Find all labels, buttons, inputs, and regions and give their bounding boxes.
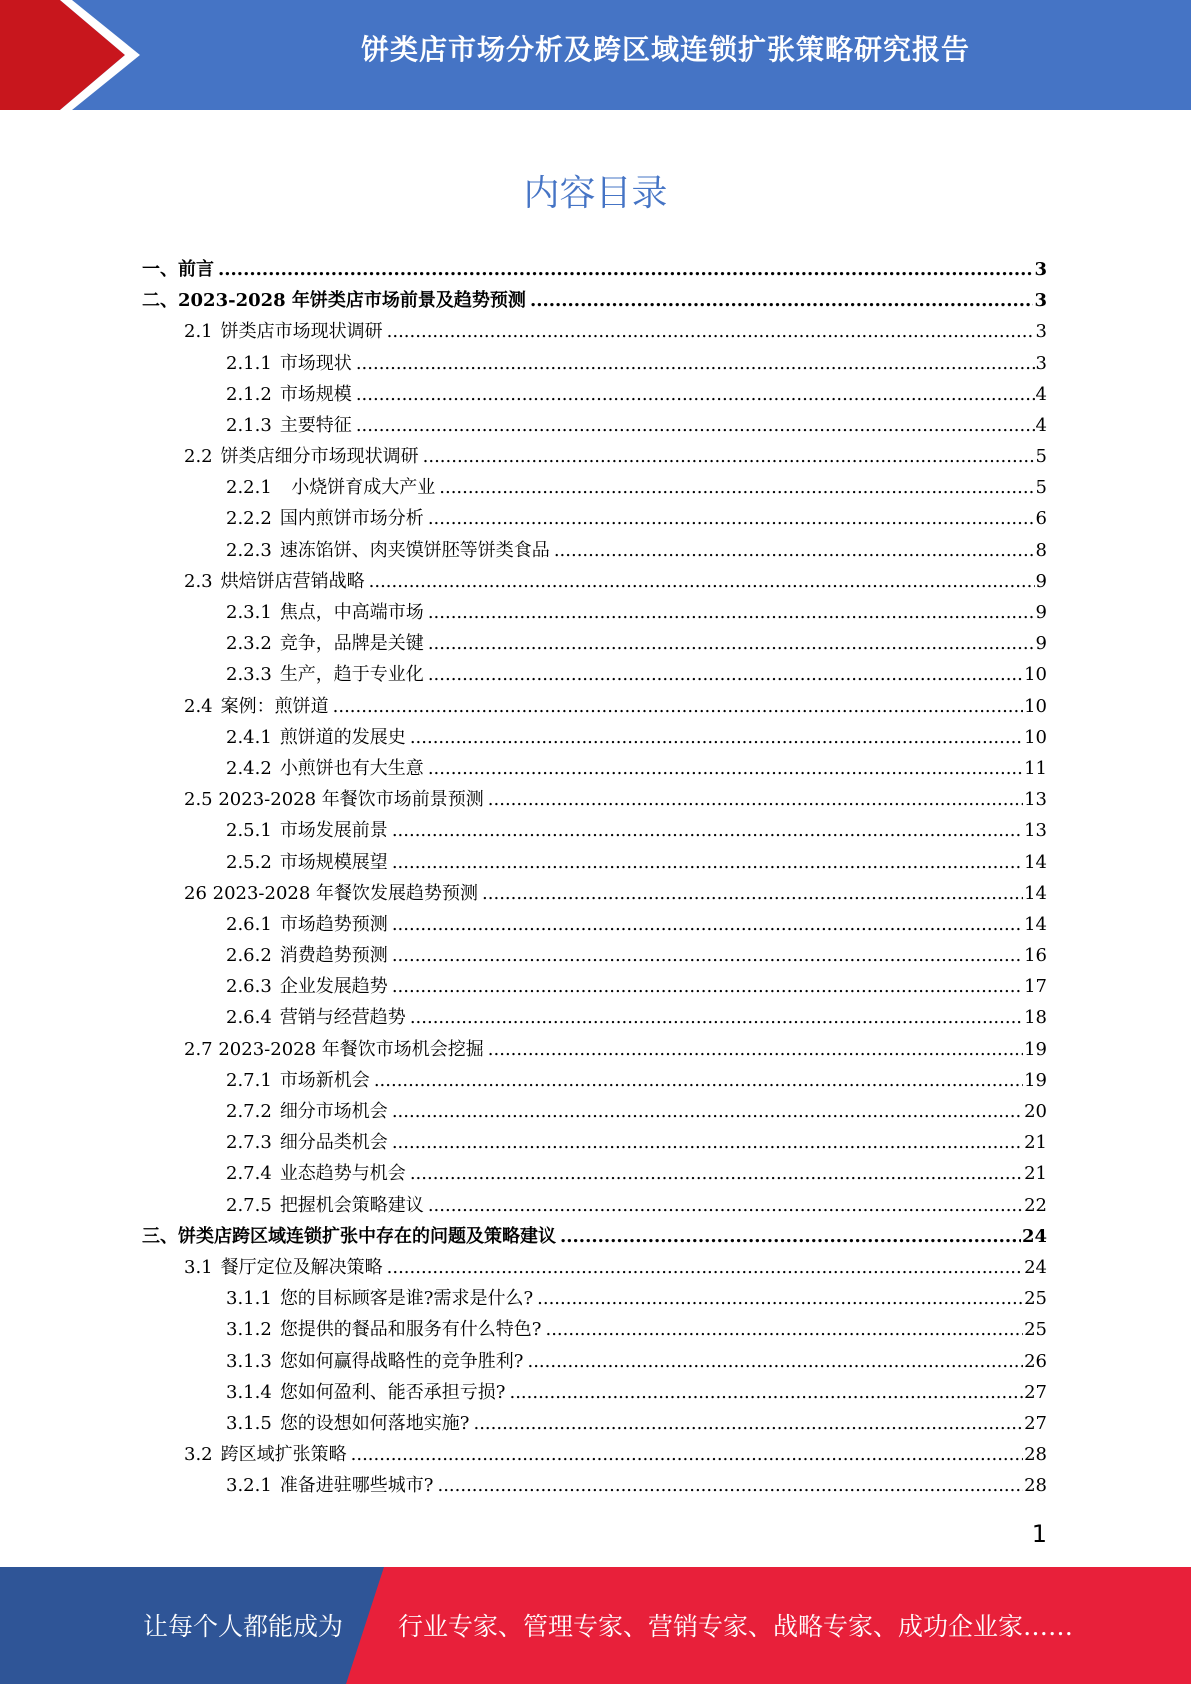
toc-entry-number: 2.2 bbox=[184, 446, 213, 468]
toc-dot-leader bbox=[437, 1470, 1023, 1501]
toc-entry-number: 2.3.2 bbox=[226, 633, 272, 655]
toc-entry[interactable] bbox=[142, 1377, 1047, 1408]
toc-entry-title: 业态趋势与机会 bbox=[279, 1163, 406, 1185]
toc-entry-number: 2.1 bbox=[184, 321, 213, 343]
toc-entry-page: 24 bbox=[1021, 1225, 1047, 1247]
toc-entry-title: 生产，趋于专业化 bbox=[279, 664, 424, 686]
toc-entry-page: 8 bbox=[1035, 539, 1047, 561]
toc-entry-page: 10 bbox=[1024, 726, 1047, 748]
toc-entry-title: 企业发展趋势 bbox=[279, 976, 388, 998]
toc-dot-leader bbox=[374, 1065, 1023, 1096]
toc-entry-title: 细分市场机会 bbox=[279, 1101, 388, 1123]
toc-entry-title: 准备进驻哪些城市? bbox=[279, 1475, 434, 1497]
toc-entry-number: 2.3.3 bbox=[226, 664, 272, 686]
toc-entry[interactable] bbox=[142, 566, 1047, 597]
toc-entry-number: 2.7.3 bbox=[226, 1132, 272, 1154]
toc-entry-page: 18 bbox=[1024, 1007, 1047, 1029]
toc-entry-number: 3.1.1 bbox=[226, 1288, 272, 1310]
header-banner bbox=[0, 0, 1191, 110]
toc-entry[interactable] bbox=[142, 254, 1047, 285]
toc-entry-title: 营销与经营趋势 bbox=[279, 1007, 406, 1029]
toc-entry-title: 把握机会策略建议 bbox=[279, 1194, 424, 1216]
toc-entry-title: 烘焙饼店营销战略 bbox=[220, 570, 365, 592]
toc-entry-number: 2.4 bbox=[184, 695, 213, 717]
toc-entry[interactable] bbox=[142, 535, 1047, 566]
toc-entry-page: 21 bbox=[1024, 1163, 1047, 1185]
toc-entry-page: 9 bbox=[1035, 570, 1047, 592]
toc-entry[interactable] bbox=[142, 753, 1047, 784]
toc-entry-number: 2.4.2 bbox=[226, 757, 272, 779]
toc-entry-title: 主要特征 bbox=[279, 414, 352, 436]
toc-dot-leader bbox=[473, 1408, 1023, 1439]
toc-entry-title: 市场新机会 bbox=[279, 1069, 370, 1091]
toc-entry-page: 26 bbox=[1024, 1350, 1047, 1372]
toc-dot-leader bbox=[356, 410, 1035, 441]
toc-entry[interactable] bbox=[142, 1252, 1047, 1283]
toc-entry-number: 2.7.1 bbox=[226, 1069, 272, 1091]
toc-entry[interactable] bbox=[142, 410, 1047, 441]
toc-entry-title: 您如何赢得战略性的竞争胜利? bbox=[279, 1350, 524, 1372]
toc-entry-title: 煎饼道的发展史 bbox=[279, 726, 406, 748]
toc-entry-page: 3 bbox=[1035, 352, 1047, 374]
toc-entry-title: 饼类店市场现状调研 bbox=[220, 321, 383, 343]
toc-entry-title: 市场现状 bbox=[279, 352, 352, 374]
toc-dot-leader bbox=[423, 441, 1035, 472]
toc-dot-leader bbox=[392, 971, 1023, 1002]
toc-entry-page: 16 bbox=[1024, 945, 1047, 967]
toc-entry[interactable] bbox=[142, 971, 1047, 1002]
toc-dot-leader bbox=[410, 1002, 1023, 1033]
toc-entry-page: 11 bbox=[1024, 757, 1047, 779]
toc-entry-page: 3 bbox=[1034, 290, 1047, 312]
toc-entry-page: 27 bbox=[1024, 1381, 1047, 1403]
toc-entry[interactable] bbox=[142, 878, 1047, 909]
toc-entry[interactable] bbox=[142, 1470, 1047, 1501]
toc-entry-title: 2.5 2023-2028 年餐饮市场前景预测 bbox=[184, 789, 484, 811]
toc-entry[interactable] bbox=[142, 1221, 1047, 1252]
toc-dot-leader bbox=[428, 1190, 1023, 1221]
toc-entry-page: 21 bbox=[1024, 1132, 1047, 1154]
toc-entry[interactable] bbox=[142, 597, 1047, 628]
toc-entry-number: 3.1.5 bbox=[226, 1412, 272, 1434]
toc-entry-page: 14 bbox=[1024, 882, 1047, 904]
toc-entry-page: 4 bbox=[1035, 414, 1047, 436]
toc-entry-page: 10 bbox=[1024, 664, 1047, 686]
toc-entry-page: 27 bbox=[1024, 1412, 1047, 1434]
toc-dot-leader bbox=[387, 316, 1035, 347]
toc-dot-leader bbox=[428, 753, 1023, 784]
toc-entry[interactable] bbox=[142, 1314, 1047, 1345]
toc-dot-leader bbox=[392, 940, 1023, 971]
toc-entry[interactable] bbox=[142, 1346, 1047, 1377]
toc-entry-number: 3.1.2 bbox=[226, 1319, 272, 1341]
toc-entry-number: 2.5.2 bbox=[226, 851, 272, 873]
toc-heading: 内容目录 bbox=[523, 173, 668, 214]
toc-entry-title: 市场趋势预测 bbox=[279, 913, 388, 935]
toc-dot-leader bbox=[410, 1158, 1023, 1189]
toc-dot-leader bbox=[356, 348, 1035, 379]
toc-entry-page: 14 bbox=[1024, 851, 1047, 873]
toc-entry-page: 14 bbox=[1024, 913, 1047, 935]
toc-entry[interactable] bbox=[142, 691, 1047, 722]
toc-entry-number: 3.2.1 bbox=[226, 1475, 272, 1497]
toc-entry-page: 19 bbox=[1024, 1069, 1047, 1091]
toc-dot-leader bbox=[530, 285, 1034, 316]
toc-entry[interactable] bbox=[142, 285, 1047, 316]
toc-entry-title: 案例：煎饼道 bbox=[220, 695, 329, 717]
toc-dot-leader bbox=[392, 1096, 1023, 1127]
toc-entry-number: 2.1.2 bbox=[226, 383, 272, 405]
toc-dot-leader bbox=[392, 909, 1023, 940]
toc-entry-title: 一、前言 bbox=[142, 258, 214, 280]
toc-entry[interactable] bbox=[142, 1003, 1047, 1034]
toc-entry-title: 小烧饼育成大产业 bbox=[279, 477, 436, 499]
toc-entry-title: 2.7 2023-2028 年餐饮市场机会挖掘 bbox=[184, 1038, 484, 1060]
toc-entry[interactable] bbox=[142, 628, 1047, 659]
toc-entry-number: 2.2.3 bbox=[226, 539, 272, 561]
toc-entry[interactable] bbox=[142, 1127, 1047, 1158]
toc-entry-page: 20 bbox=[1024, 1101, 1047, 1123]
toc-entry[interactable] bbox=[142, 1034, 1047, 1065]
toc-entry-page: 28 bbox=[1024, 1475, 1047, 1497]
toc-entry-number: 2.7.5 bbox=[226, 1194, 272, 1216]
toc-entry[interactable] bbox=[142, 1096, 1047, 1127]
toc-entry-page: 3 bbox=[1034, 258, 1047, 280]
toc-entry[interactable] bbox=[142, 815, 1047, 846]
toc-entry[interactable] bbox=[142, 722, 1047, 753]
toc-entry[interactable] bbox=[142, 1190, 1047, 1221]
footer-slogan-left: 让每个人都能成为 bbox=[143, 1612, 344, 1641]
toc-entry-title: 市场发展前景 bbox=[279, 820, 388, 842]
toc-entry-title: 跨区域扩张策略 bbox=[220, 1444, 347, 1466]
toc-entry-number: 2.6.4 bbox=[226, 1007, 272, 1029]
toc-entry-page: 9 bbox=[1035, 633, 1047, 655]
toc-entry-title: 国内煎饼市场分析 bbox=[279, 508, 424, 530]
toc-entry-page: 5 bbox=[1035, 477, 1047, 499]
toc-entry-page: 24 bbox=[1024, 1256, 1047, 1278]
toc-dot-leader bbox=[488, 1034, 1023, 1065]
toc-entry[interactable] bbox=[142, 1065, 1047, 1096]
table-of-contents bbox=[142, 254, 1047, 1502]
toc-entry-title: 细分品类机会 bbox=[279, 1132, 388, 1154]
toc-dot-leader bbox=[560, 1221, 1021, 1252]
toc-entry-title: 竞争，品牌是关键 bbox=[279, 633, 424, 655]
toc-entry-number: 3.2 bbox=[184, 1444, 213, 1466]
toc-entry[interactable] bbox=[142, 504, 1047, 535]
toc-entry[interactable] bbox=[142, 940, 1047, 971]
toc-entry-title: 二、2023-2028 年饼类店市场前景及趋势预测 bbox=[142, 290, 526, 312]
toc-dot-leader bbox=[509, 1377, 1023, 1408]
toc-entry-title: 您的目标顾客是谁?需求是什么? bbox=[279, 1288, 534, 1310]
toc-entry[interactable] bbox=[142, 909, 1047, 940]
toc-entry-number: 2.5.1 bbox=[226, 820, 272, 842]
toc-entry-number: 2.1.1 bbox=[226, 352, 272, 374]
toc-entry-title: 26 2023-2028 年餐饮发展趋势预测 bbox=[184, 882, 479, 904]
toc-entry-number: 2.1.3 bbox=[226, 414, 272, 436]
toc-dot-leader bbox=[356, 379, 1035, 410]
toc-entry-page: 25 bbox=[1024, 1288, 1047, 1310]
toc-entry-page: 4 bbox=[1035, 383, 1047, 405]
toc-dot-leader bbox=[369, 566, 1035, 597]
toc-dot-leader bbox=[428, 659, 1023, 690]
toc-entry[interactable] bbox=[142, 1408, 1047, 1439]
toc-entry-title: 饼类店细分市场现状调研 bbox=[220, 446, 419, 468]
toc-entry-number: 2.7.2 bbox=[226, 1101, 272, 1123]
report-title: 饼类店市场分析及跨区域连锁扩张策略研究报告 bbox=[360, 33, 970, 66]
toc-dot-leader bbox=[537, 1283, 1023, 1314]
toc-entry-title: 您如何盈利、能否承担亏损? bbox=[279, 1381, 506, 1403]
toc-entry-number: 2.6.3 bbox=[226, 976, 272, 998]
toc-entry-number: 2.2.1 bbox=[226, 477, 272, 499]
toc-dot-leader bbox=[218, 254, 1033, 285]
toc-entry[interactable] bbox=[142, 784, 1047, 815]
toc-entry[interactable] bbox=[142, 1283, 1047, 1314]
toc-entry-number: 3.1 bbox=[184, 1256, 213, 1278]
toc-entry-number: 2.3.1 bbox=[226, 602, 272, 624]
toc-entry-number: 2.6.2 bbox=[226, 945, 272, 967]
toc-entry[interactable] bbox=[142, 316, 1047, 347]
toc-entry[interactable] bbox=[142, 441, 1047, 472]
toc-entry-page: 13 bbox=[1024, 820, 1047, 842]
toc-entry[interactable] bbox=[142, 1439, 1047, 1470]
toc-entry-title: 小煎饼也有大生意 bbox=[279, 757, 424, 779]
toc-dot-leader bbox=[428, 503, 1035, 534]
toc-entry-page: 6 bbox=[1035, 508, 1047, 530]
toc-dot-leader bbox=[387, 1252, 1023, 1283]
toc-entry-title: 您提供的餐品和服务有什么特色? bbox=[279, 1319, 542, 1341]
toc-entry-title: 焦点，中高端市场 bbox=[279, 602, 424, 624]
toc-entry[interactable] bbox=[142, 1158, 1047, 1189]
toc-entry-title: 三、饼类店跨区域连锁扩张中存在的问题及策略建议 bbox=[142, 1225, 556, 1247]
toc-entry-title: 您的设想如何落地实施? bbox=[279, 1412, 470, 1434]
toc-dot-leader bbox=[527, 1346, 1023, 1377]
toc-entry-title: 市场规模展望 bbox=[279, 851, 388, 873]
toc-entry-page: 25 bbox=[1024, 1319, 1047, 1341]
toc-entry-number: 2.4.1 bbox=[226, 726, 272, 748]
toc-dot-leader bbox=[351, 1439, 1023, 1470]
toc-dot-leader bbox=[392, 847, 1023, 878]
toc-entry-title: 市场规模 bbox=[279, 383, 352, 405]
page-number: 1 bbox=[1031, 1520, 1047, 1548]
header-chevron-decoration bbox=[0, 0, 150, 110]
toc-dot-leader bbox=[392, 1127, 1023, 1158]
toc-entry-page: 5 bbox=[1035, 446, 1047, 468]
toc-dot-leader bbox=[439, 472, 1034, 503]
toc-dot-leader bbox=[482, 878, 1023, 909]
toc-dot-leader bbox=[392, 815, 1023, 846]
toc-entry-number: 2.2.2 bbox=[226, 508, 272, 530]
toc-entry-number: 3.1.4 bbox=[226, 1381, 272, 1403]
toc-entry-page: 13 bbox=[1024, 789, 1047, 811]
toc-entry-page: 17 bbox=[1024, 976, 1047, 998]
toc-dot-leader bbox=[410, 722, 1023, 753]
toc-dot-leader bbox=[554, 535, 1035, 566]
toc-entry-page: 9 bbox=[1035, 602, 1047, 624]
footer-banner bbox=[0, 1567, 1191, 1684]
toc-entry[interactable] bbox=[142, 379, 1047, 410]
toc-entry[interactable] bbox=[142, 847, 1047, 878]
toc-dot-leader bbox=[428, 628, 1035, 659]
toc-entry-page: 22 bbox=[1024, 1194, 1047, 1216]
toc-entry-number: 3.1.3 bbox=[226, 1350, 272, 1372]
toc-dot-leader bbox=[428, 597, 1035, 628]
toc-entry[interactable] bbox=[142, 348, 1047, 379]
toc-dot-leader bbox=[488, 784, 1023, 815]
toc-entry-title: 餐厅定位及解决策略 bbox=[220, 1256, 383, 1278]
toc-entry-title: 速冻馅饼、肉夹馍饼胚等饼类食品 bbox=[279, 539, 550, 561]
toc-entry-page: 3 bbox=[1035, 321, 1047, 343]
toc-entry-title: 消费趋势预测 bbox=[279, 945, 388, 967]
toc-entry-number: 2.3 bbox=[184, 570, 213, 592]
toc-entry-page: 19 bbox=[1024, 1038, 1047, 1060]
toc-entry[interactable] bbox=[142, 472, 1047, 503]
footer-slogan-right: 行业专家、管理专家、营销专家、战略专家、成功企业家…… bbox=[398, 1612, 1074, 1641]
toc-entry-number: 2.7.4 bbox=[226, 1163, 272, 1185]
toc-entry[interactable] bbox=[142, 659, 1047, 690]
toc-dot-leader bbox=[333, 691, 1023, 722]
toc-dot-leader bbox=[545, 1314, 1023, 1345]
toc-entry-page: 28 bbox=[1024, 1444, 1047, 1466]
toc-entry-page: 10 bbox=[1024, 695, 1047, 717]
toc-entry-number: 2.6.1 bbox=[226, 913, 272, 935]
